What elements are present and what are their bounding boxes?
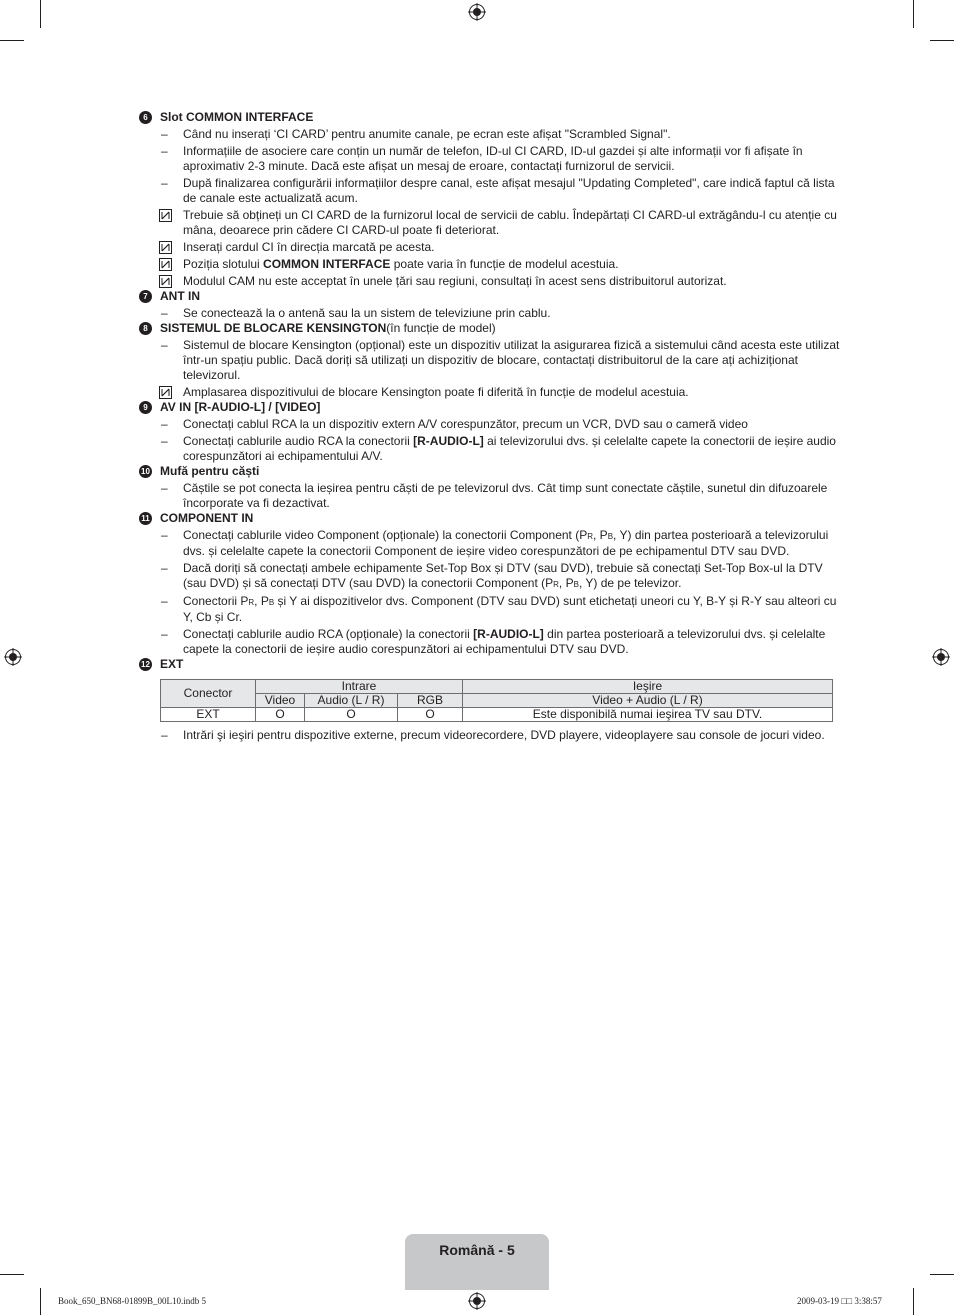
section-number-badge: 12 <box>139 658 152 671</box>
crop-mark <box>40 1288 41 1315</box>
dash-bullet: – <box>161 561 168 575</box>
item-text: Amplasarea dispozitivului de blocare Kensington poate fi diferită în funcție de modelul acestuia. <box>183 385 689 399</box>
section-title: AV IN [R-AUDIO-L] / [VIDEO] <box>160 400 321 414</box>
item-text: Inserați cardul CI în direcția marcată pe acesta. <box>183 240 435 254</box>
table-header-output: Ieşire <box>463 680 833 694</box>
item-text: Conectați cablurile audio RCA (opționale) la conectorii [R-AUDIO-L] din partea posterioară a televizorului dvs. și celelalte capete la conectorii de ieșire audio corespunzători ai echipamentului DTV sau DVD. <box>183 627 826 656</box>
table-subheader-output: Video + Audio (L / R) <box>463 694 833 708</box>
item-text: Conectați cablul RCA la un dispozitiv extern A/V corespunzător, precum un VCR, DVD sau o cameră video <box>183 417 748 431</box>
section-9 <box>139 400 843 464</box>
dash-bullet: – <box>161 306 168 320</box>
table-cell-output: Este disponibilă numai ieşirea TV sau DTV. <box>463 708 833 722</box>
crop-mark <box>0 1274 24 1275</box>
dash-bullet: – <box>161 627 168 641</box>
table-subheader-video: Video <box>256 694 305 708</box>
section-10 <box>139 464 843 511</box>
note-icon <box>159 209 172 222</box>
item-text: Conectați cablurile audio RCA la conectorii [R-AUDIO-L] ai televizorului dvs. și celelalte capete la conectorii de ieșire audio corespunzători ai echipamentului A/V. <box>183 434 836 463</box>
section-list <box>139 110 843 672</box>
table-cell-audio: O <box>305 708 398 722</box>
item-text: Poziția slotului COMMON INTERFACE poate varia în funcție de modelul acestuia. <box>183 257 619 271</box>
registration-mark-icon <box>4 648 22 666</box>
note-item <box>139 257 843 272</box>
dash-bullet: – <box>161 594 168 608</box>
item-text: După finalizarea configurării informațiilor despre canal, este afișat mesajul "Updating Completed", care indică faptul că lista de canale este actualizată acum. <box>183 176 835 205</box>
note-icon <box>159 386 172 399</box>
section-title: ANT IN <box>160 289 200 303</box>
section-number-badge: 8 <box>139 322 152 335</box>
list-item <box>139 594 843 625</box>
slug-datetime: 2009-03-19 □□ 3:38:57 <box>797 1296 882 1306</box>
crop-mark <box>930 1274 954 1275</box>
list-item <box>139 528 843 559</box>
list-item <box>139 561 843 592</box>
table-header-connector: Conector <box>161 680 256 708</box>
list-item <box>139 144 843 174</box>
registration-mark-icon <box>468 1292 486 1310</box>
table-cell-connector: EXT <box>161 708 256 722</box>
note-item <box>139 385 843 400</box>
table-subheader-rgb: RGB <box>398 694 463 708</box>
ext-note-text: Intrări şi ieşiri pentru dispozitive externe, precum videorecordere, DVD playere, videoplayere sau console de jocuri video. <box>183 728 825 742</box>
section-title: Mufă pentru căști <box>160 464 260 478</box>
list-item <box>139 627 843 657</box>
section-number-badge: 10 <box>139 465 152 478</box>
section-title: Slot COMMON INTERFACE <box>160 110 314 124</box>
section-6 <box>139 110 843 289</box>
dash-bullet: – <box>161 144 168 158</box>
crop-mark <box>0 40 24 41</box>
item-text: Conectorii PR, PB și Y ai dispozitivelor dvs. Component (DTV sau DVD) sunt etichetați uneori cu Y, B-Y și R-Y sau alteori cu Y, Cb și Cr. <box>183 594 837 624</box>
section-heading <box>139 511 843 526</box>
note-icon <box>159 275 172 288</box>
table-header-input: Intrare <box>256 680 463 694</box>
section-heading <box>139 464 843 479</box>
section-title: EXT <box>160 657 184 671</box>
note-icon <box>159 241 172 254</box>
dash-bullet: – <box>161 417 168 431</box>
list-item <box>139 127 843 142</box>
section-7 <box>139 289 843 321</box>
section-title-suffix: (în funcție de model) <box>386 321 496 335</box>
item-text: Sistemul de blocare Kensington (opțional) este un dispozitiv utilizat la asigurarea fizică a sistemului când acesta este utilizat într-un spațiu public. Dacă doriți să utilizați un dispozitiv de blocare, contactați distribuitorul de la care ați achiziționat televizorul. <box>183 338 840 382</box>
dash-bullet: – <box>161 728 168 742</box>
item-text: Se conectează la o antenă sau la un sistem de televiziune prin cablu. <box>183 306 551 320</box>
section-number-badge: 6 <box>139 111 152 124</box>
crop-mark <box>40 0 41 28</box>
item-text: Căștile se pot conecta la ieșirea pentru căști de pe televizorul dvs. Cât timp sunt conectate căștile, sunetul din difuzoarele încorporate va fi dezactivat. <box>183 481 828 510</box>
section-title: COMPONENT IN <box>160 511 254 525</box>
registration-mark-icon <box>932 648 950 666</box>
section-heading <box>139 289 843 304</box>
item-text: Trebuie să obțineți un CI CARD de la furnizorul local de servicii de cablu. Îndepărtați CI CARD-ul extrăgându-l cu atenție cu mâna, deoarece prin cădere CI CARD-ul poate fi deteriorat. <box>183 208 837 237</box>
section-heading <box>139 657 843 672</box>
dash-bullet: – <box>161 338 168 352</box>
note-item <box>139 274 843 289</box>
item-text: Conectați cablurile video Component (opționale) la conectorii Component (PR, PB, Y) din partea posterioară a televizorului dvs. și celelalte capete la conectorii Component de ieșire video corespunzători de pe echipamentul DTV sau DVD. <box>183 528 829 558</box>
dash-bullet: – <box>161 127 168 141</box>
slug-filename: Book_650_BN68-01899B_00L10.indb 5 <box>58 1296 207 1306</box>
section-title: SISTEMUL DE BLOCARE KENSINGTON <box>160 321 387 335</box>
section-12 <box>139 657 843 672</box>
table-row <box>161 708 833 722</box>
item-text: Modulul CAM nu este acceptat în unele țări sau regiuni, consultați în acest sens distribuitorul autorizat. <box>183 274 727 288</box>
section-number-badge: 9 <box>139 401 152 414</box>
table-cell-video: O <box>256 708 305 722</box>
note-item <box>139 208 843 238</box>
ext-connector-table <box>160 679 833 722</box>
list-item <box>139 338 843 383</box>
list-item <box>139 481 843 511</box>
section-heading <box>139 110 843 125</box>
page-number-label: Română - 5 <box>439 1242 515 1258</box>
section-heading <box>139 321 843 336</box>
dash-bullet: – <box>161 434 168 448</box>
crop-mark <box>913 0 914 28</box>
registration-mark-icon <box>468 3 486 21</box>
dash-bullet: – <box>161 528 168 542</box>
table-subheader-audio: Audio (L / R) <box>305 694 398 708</box>
note-item <box>139 240 843 255</box>
dash-bullet: – <box>161 481 168 495</box>
dash-bullet: – <box>161 176 168 190</box>
list-item <box>139 417 843 432</box>
list-item <box>139 176 843 206</box>
section-11 <box>139 511 843 657</box>
section-heading <box>139 400 843 415</box>
crop-mark <box>913 1288 914 1315</box>
note-icon <box>159 258 172 271</box>
manual-content <box>139 110 843 743</box>
table-cell-rgb: O <box>398 708 463 722</box>
ext-note <box>139 728 843 743</box>
section-8 <box>139 321 843 400</box>
crop-mark <box>930 40 954 41</box>
section-number-badge: 11 <box>139 512 152 525</box>
item-text: Dacă doriți să conectați ambele echipamente Set-Top Box și DTV (sau DVD), trebuie să conectați Set-Top Box-ul la DTV (sau DVD) și să conectați DTV (sau DVD) la conectorii Component (PR, PB, Y) de pe televizor. <box>183 561 823 590</box>
item-text: Când nu inserați ‘CI CARD’ pentru anumite canale, pe ecran este afișat "Scrambled Signal". <box>183 127 671 141</box>
list-item <box>139 434 843 464</box>
list-item <box>139 306 843 321</box>
item-text: Informațiile de asociere care conțin un număr de telefon, ID-ul CI CARD, ID-ul gazdei și alte informații vor fi afișate în aproximativ 2-3 minute. Dacă este afișat un mesaj de eroare, contactați furnizorul de servicii. <box>183 144 803 173</box>
section-number-badge: 7 <box>139 290 152 303</box>
